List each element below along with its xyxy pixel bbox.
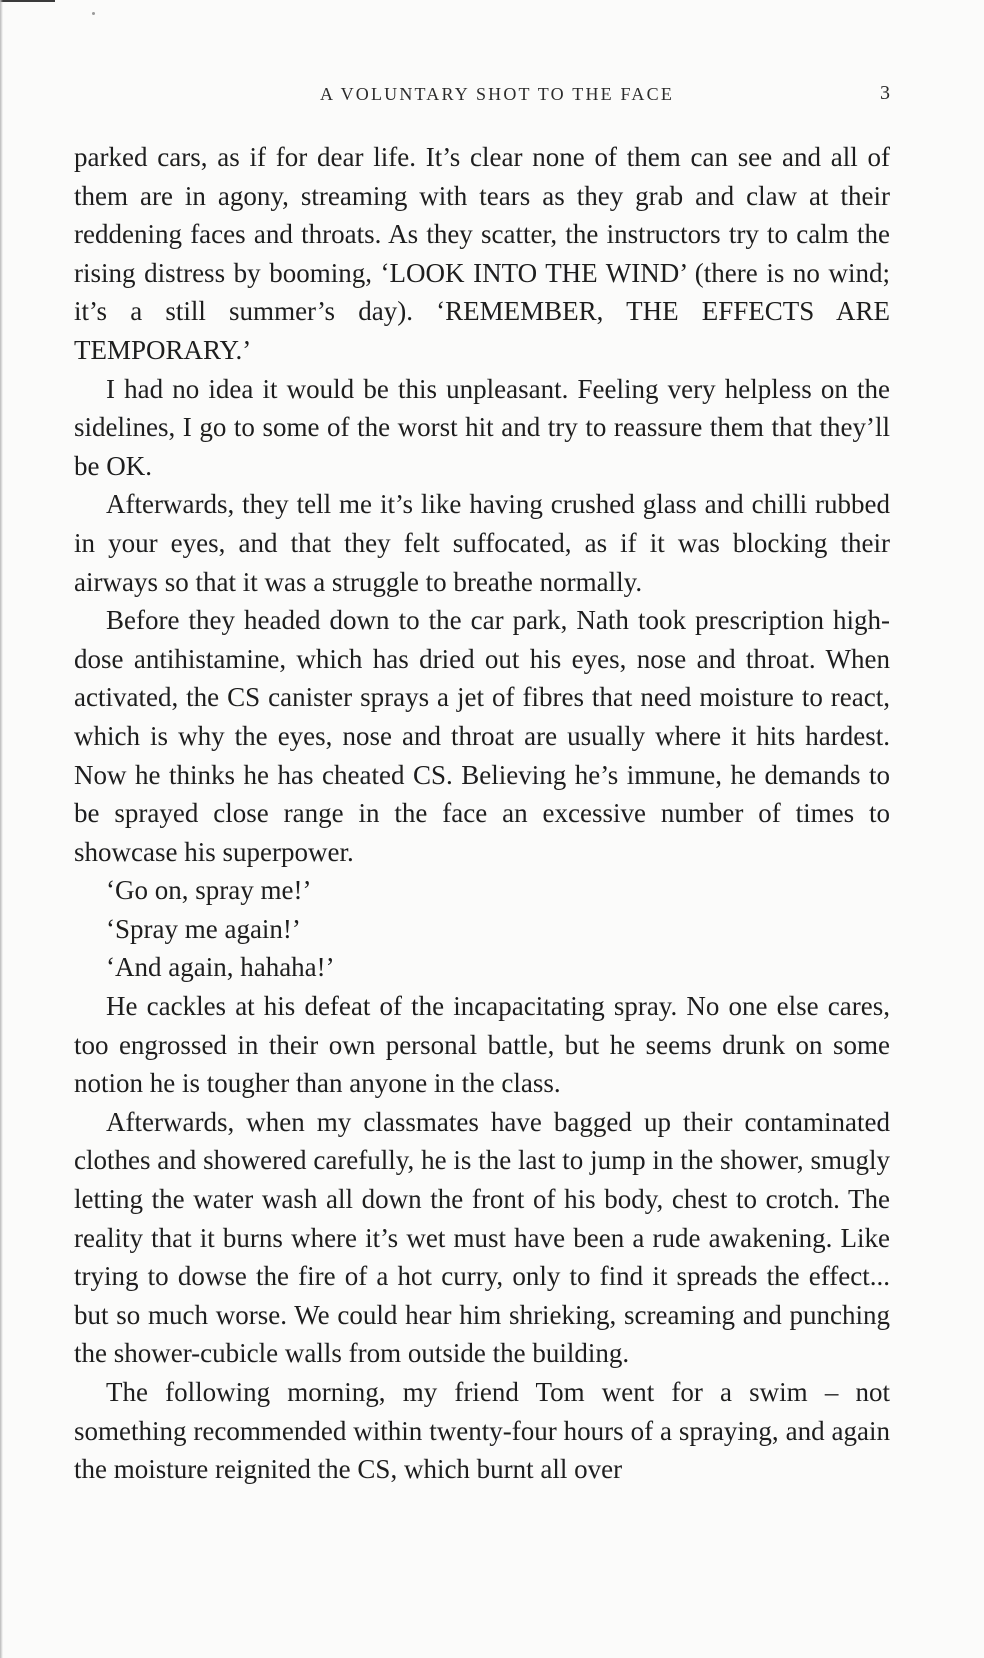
page-speck xyxy=(92,12,95,15)
paragraph-6: Afterwards, when my classmates have bagged up their contaminated clothes and showered carefully, he is the last to jump in the shower, smugly letting the water wash all down the front of his body, chest to crotch. The reality that it burns where it’s wet must have been a rude awakening. Like trying to dowse the fire of a hot curry, only to find it spreads the effect... but so much worse. We could hear him shrieking, screaming and punching the shower-cubicle walls from outside the building. xyxy=(74,1106,890,1369)
paragraph-1: parked cars, as if for dear life. It’s clear none of them can see and all of them are in agony, streaming with tears as they grab and claw at their reddening faces and throats. As they scatter, the instructors try to calm the rising distress by booming, ‘LOOK INTO THE WIND’ (there is no wind; it’s a still summer’s day). ‘REMEMBER, THE EFFECTS ARE TEMPORARY.’ xyxy=(74,142,890,365)
page-number: 3 xyxy=(880,82,890,104)
running-head: A VOLUNTARY SHOT TO THE FACE xyxy=(319,84,675,104)
dialogue-line-1: ‘Go on, spray me!’ xyxy=(106,875,312,906)
paragraph-5: He cackles at his defeat of the incapacitating spray. No one else cares, too engrossed in their own personal battle, but he seems drunk on some notion he is tougher than anyone in the class. xyxy=(74,991,890,1099)
paragraph-2: I had no idea it would be this unpleasant. Feeling very helpless on the sidelines, I go to some of the worst hit and try to reassure them that they’ll be OK. xyxy=(74,373,890,481)
paragraph-4: Before they headed down to the car park, Nath took prescription high-dose antihistamine, which has dried out his eyes, nose and throat. When activated, the CS canister sprays a jet of fibres that need moisture to react, which is why the eyes, nose and throat are usually where it hits hardest. Now he thinks he has cheated CS. Believing he’s immune, he demands to be sprayed close range in the face an excessive number of times to showcase his superpower. xyxy=(74,605,890,867)
dialogue-line-3: ‘And again, hahaha!’ xyxy=(106,952,335,983)
body-text xyxy=(74,138,890,1489)
page-edge-line xyxy=(0,0,55,2)
page-gutter-shadow xyxy=(0,0,3,1658)
paragraph-7: The following morning, my friend Tom went for a swim – not something recommended within twenty-four hours of a spraying, and again the moisture reignited the CS, which burnt all over xyxy=(74,1377,890,1485)
dialogue-line-2: ‘Spray me again!’ xyxy=(106,913,301,944)
page-header xyxy=(74,84,890,114)
paragraph-3: Afterwards, they tell me it’s like having crushed glass and chilli rubbed in your eyes, and that they felt suffocated, as if it was blocking their airways so that it was a struggle to breathe normally. xyxy=(74,489,890,597)
